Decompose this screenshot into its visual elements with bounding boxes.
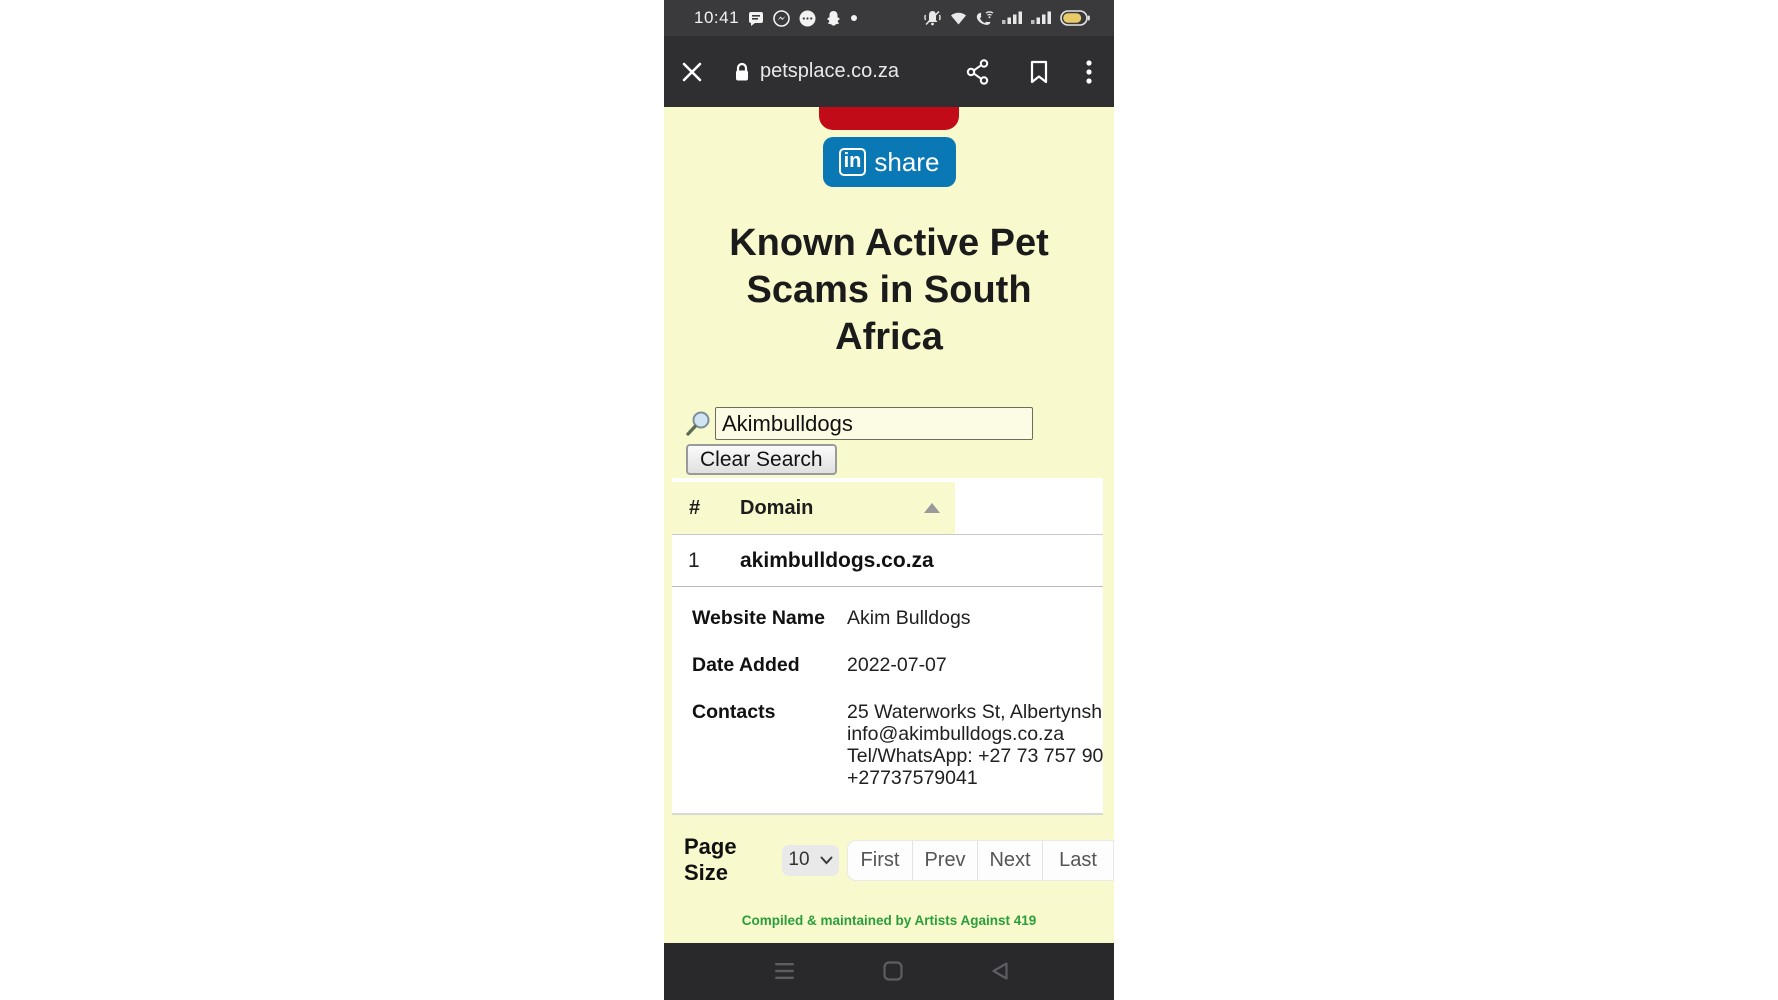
next-page-button[interactable]: Next [978, 841, 1043, 880]
detail-value: 2022-07-07 [847, 654, 947, 676]
contact-line: Tel/WhatsApp: +27 73 757 90 [847, 745, 1103, 767]
detail-row-website-name [692, 603, 1103, 633]
scam-table [672, 478, 1103, 815]
row-details [672, 587, 1103, 813]
detail-row-contacts [692, 697, 1103, 789]
contact-line: 25 Waterworks St, Albertynsh [847, 701, 1103, 723]
column-header-index[interactable]: # [672, 482, 740, 534]
back-button-icon[interactable] [990, 961, 1010, 986]
signal-sim1-icon [1002, 10, 1024, 26]
page-title: Known Active Pet Scams in South Africa [729, 222, 1049, 358]
last-page-button[interactable]: Last [1059, 848, 1097, 871]
contact-line: +27737579041 [847, 767, 978, 789]
menu-kebab-icon[interactable] [1086, 59, 1092, 85]
android-navigation-bar [664, 943, 1114, 1000]
linkedin-share-label: share [874, 146, 940, 177]
column-header-domain[interactable] [740, 482, 955, 534]
table-header-row [672, 482, 1103, 535]
maintained-by-note: Compiled & maintained by Artists Against 419 [741, 913, 1037, 928]
wifi-calling-icon [975, 10, 995, 27]
table-row[interactable] [672, 535, 1103, 587]
detail-label: Website Name [692, 607, 825, 629]
linkedin-share-button[interactable] [823, 137, 956, 187]
pagination-bar [684, 834, 1114, 886]
address-bar-url[interactable]: petsplace.co.za [760, 60, 899, 82]
column-header-domain-label: Domain [740, 496, 814, 519]
wifi-icon [949, 10, 968, 26]
messenger-notification-icon [773, 10, 790, 27]
bookmark-icon[interactable] [1028, 59, 1050, 85]
search-row [684, 407, 1114, 440]
row-index: 1 [688, 548, 700, 572]
prev-page-button[interactable]: Prev [913, 841, 978, 880]
status-bar [664, 0, 1114, 36]
page-size-select[interactable] [782, 845, 839, 876]
page-size-label: Page Size [684, 834, 737, 885]
secure-lock-icon [734, 62, 750, 82]
column-header-empty [955, 482, 1103, 534]
page-size-value: 10 [788, 849, 810, 870]
detail-label: Contacts [692, 701, 776, 723]
snapchat-notification-icon [825, 10, 842, 27]
signal-sim2-icon [1031, 10, 1053, 26]
chevron-down-icon [820, 856, 833, 865]
clear-search-button[interactable]: Clear Search [686, 444, 837, 475]
browser-toolbar [664, 36, 1114, 107]
chat-notification-icon [799, 10, 816, 27]
vibrate-mode-icon [923, 9, 942, 27]
pagination-buttons [847, 840, 1114, 881]
detail-label: Date Added [692, 654, 800, 676]
search-icon [684, 410, 712, 438]
close-tab-icon[interactable] [680, 60, 704, 84]
red-share-button[interactable] [819, 107, 959, 130]
clock: 10:41 [694, 8, 740, 27]
contact-line: info@akimbulldogs.co.za [847, 723, 1065, 745]
sort-ascending-icon[interactable] [924, 503, 940, 513]
share-icon[interactable] [966, 59, 990, 85]
first-page-button[interactable]: First [848, 841, 913, 880]
notification-overflow-dot-icon [851, 15, 857, 21]
webpage-viewport [664, 107, 1114, 943]
sms-notification-icon [748, 10, 764, 26]
battery-icon [1060, 10, 1090, 26]
linkedin-logo-icon: in [839, 148, 867, 176]
detail-row-date-added [692, 650, 1103, 680]
search-input[interactable] [715, 407, 1033, 440]
row-domain[interactable]: akimbulldogs.co.za [740, 548, 934, 572]
detail-value: Akim Bulldogs [847, 607, 971, 629]
home-button-icon[interactable] [883, 961, 903, 986]
recents-button-icon[interactable] [774, 961, 795, 986]
phone-screen [664, 0, 1114, 1000]
detail-value-contacts [847, 697, 1103, 789]
